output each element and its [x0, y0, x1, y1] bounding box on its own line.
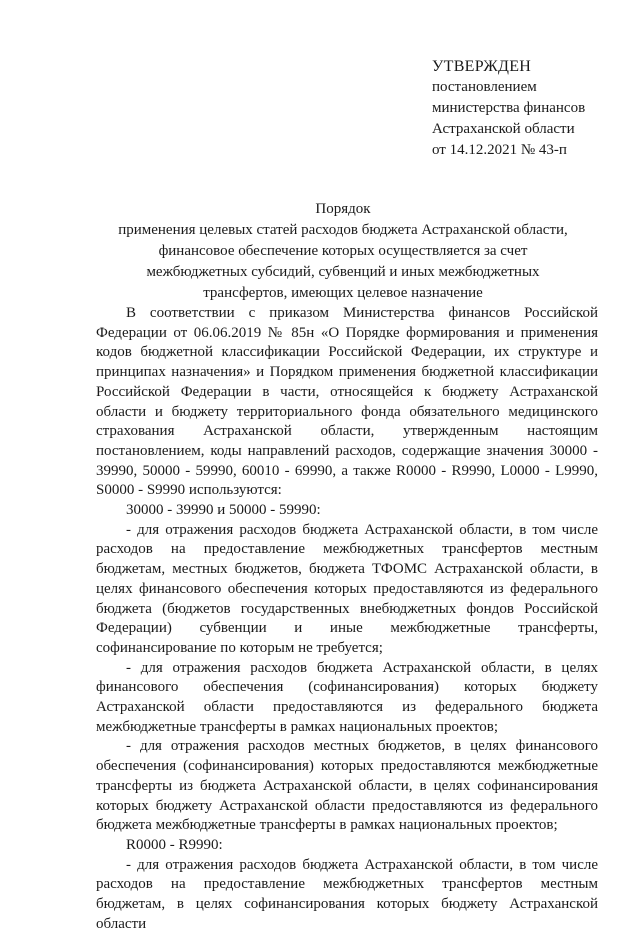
list-item-4: - для отражения расходов бюджета Астраханской области, в том числе расходов на предоставление межбюджетных трансфертов местным бюджетам, в целях софинансирования которых бюджету Астраханской области [96, 856, 598, 932]
approval-date-number: от 14.12.2021 № 43-п [432, 142, 567, 158]
approval-line-3: Астраханской области [432, 121, 575, 137]
document-title [108, 199, 578, 304]
code-range-heading-1: 30000 - 39990 и 50000 - 59990: [126, 502, 321, 519]
list-item-3: - для отражения расходов местных бюджетов, в целях финансового обеспечения (софинансирования) которых предоставляются межбюджетные трансферты из бюджета Астраханской области, в целях софинансирования которых бюджету Астраханской области предоставляются из федерального бюджета межбюджетные трансферты в рамках национальных проектов; [96, 738, 598, 834]
approval-line-2: министерства финансов [432, 100, 586, 116]
intro-paragraph: В соответствии с приказом Министерства финансов Российской Федерации от 06.06.2019 № 85н «О Порядке формирования и применения кодов бюджетной классификации Российской Федерации, их структуре и принципах назначения» и Порядком применения бюджетной классификации Российской Федерации в части, относящейся к бюджету Астраханской области и бюджету территориального фонда обязательного медицинского страхования Астраханской области, утвержденным настоящим постановлением, коды направлений расходов, содержащие значения 30000 - 39990, 50000 - 59990, 60010 - 69990, а также R0000 - R9990, L0000 - L9990, S0000 - S9990 используются: [96, 305, 598, 499]
approval-stamp [432, 56, 632, 161]
code-range-heading-2: R0000 - R9990: [126, 836, 223, 853]
list-item-1: - для отражения расходов бюджета Астраханской области, в том числе расходов на предоставление межбюджетных трансфертов местным бюджетам, местных бюджетов, бюджета ТФОМС Астраханской области, в целях финансового обеспечения которых предоставляются из федерального бюджета (бюджетов государственных внебюджетных фондов Российской Федерации) субвенции и иные межбюджетные трансферты, софинансирование по которым не требуется; [96, 521, 598, 656]
title-heading: Порядок [315, 201, 371, 217]
title-subtitle: применения целевых статей расходов бюджета Астраханской области, финансовое обеспечение которых осуществляется за счет межбюджетных субсидий, субвенций и иных межбюджетных трансфертов, имеющих целевое назначение [118, 222, 568, 301]
document-body [96, 304, 598, 935]
list-item-2: - для отражения расходов бюджета Астраханской области, в целях финансового обеспечения (софинансирования) которых бюджету Астраханской области предоставляются из федерального бюджета межбюджетные трансферты в рамках национальных проектов; [96, 659, 598, 735]
approval-title: УТВЕРЖДЕН [432, 58, 532, 75]
approval-line-1: постановлением [432, 79, 537, 95]
